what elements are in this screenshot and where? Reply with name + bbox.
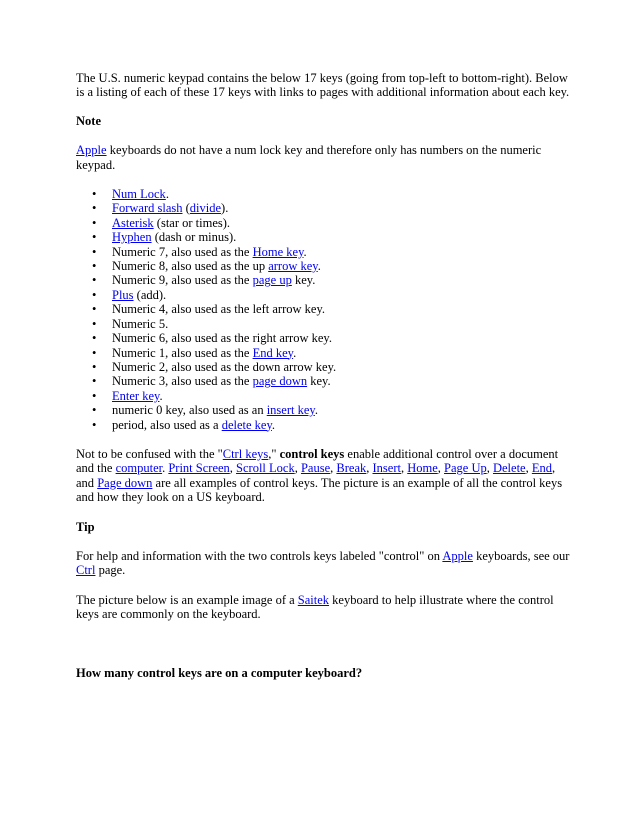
paragraph-text: enable additional control over a document and the — [76, 446, 559, 476]
note-heading: Note — [76, 113, 101, 128]
arrow-key-link[interactable]: arrow key — [268, 259, 318, 274]
enter-key-link[interactable]: Enter key — [112, 388, 160, 403]
delete-link[interactable]: Delete — [492, 461, 526, 476]
forward-slash-link[interactable]: Forward slash — [112, 201, 183, 216]
separator: , — [525, 461, 532, 476]
list-item-enter — [112, 389, 576, 403]
paragraph-text: keyboard to help illustrate where the control keys are commonly on the keyboard. — [76, 592, 554, 622]
paragraph-text: are all examples of control keys. The picture is an example of all the control keys and how they look on a US keyboard. — [76, 475, 563, 505]
paragraph-text: page. — [95, 563, 126, 578]
paragraph-text: , and — [76, 461, 556, 490]
list-item-text: . — [165, 187, 169, 202]
list-item-asterisk — [112, 216, 576, 230]
home-key-link[interactable]: Home key — [252, 244, 304, 259]
list-item-text: numeric 0 key, also used as an — [112, 403, 267, 418]
tip-paragraph — [76, 549, 576, 578]
list-item-num-lock — [112, 187, 576, 201]
separator: , — [294, 461, 301, 476]
separator: , — [366, 461, 373, 476]
apple-tip-link[interactable]: Apple — [442, 548, 473, 563]
list-item-text: . — [159, 388, 163, 403]
list-item-text: (dash or minus). — [151, 230, 237, 245]
separator: , — [229, 461, 237, 476]
question-heading: How many control keys are on a computer keyboard? — [76, 665, 363, 680]
insert-link[interactable]: Insert — [372, 461, 401, 476]
list-item-numeric-7 — [112, 245, 576, 259]
paragraph-text: ," — [268, 446, 280, 461]
list-item-text: ). — [221, 201, 229, 216]
control-keys-paragraph — [76, 447, 576, 505]
document-content — [76, 71, 576, 680]
list-item-numeric-2 — [112, 360, 576, 374]
home-link[interactable]: Home — [407, 461, 438, 476]
list-item-text: . — [293, 345, 297, 360]
list-item-numeric-9 — [112, 273, 576, 287]
list-item-numeric-1 — [112, 346, 576, 360]
note-paragraph — [76, 143, 576, 172]
list-item-text: Numeric 8, also used as the up — [112, 259, 269, 274]
insert-key-link[interactable]: insert key — [266, 403, 315, 418]
pause-link[interactable]: Pause — [300, 461, 331, 476]
list-item-text: Numeric 4, also used as the left arrow key. — [112, 302, 326, 317]
paragraph-text: . — [162, 461, 169, 476]
list-item-text: Numeric 2, also used as the down arrow key. — [112, 359, 337, 374]
ctrl-link[interactable]: Ctrl — [76, 563, 96, 578]
list-item-hyphen — [112, 230, 576, 244]
list-item-text: Numeric 7, also used as the — [112, 244, 253, 259]
asterisk-link[interactable]: Asterisk — [112, 215, 154, 230]
list-item-text: key. — [307, 374, 331, 389]
list-item-numeric-0 — [112, 403, 576, 417]
end-link[interactable]: End — [531, 461, 552, 476]
paragraph-text: The picture below is an example image of a — [76, 592, 298, 607]
separator: , — [400, 461, 408, 476]
list-item-text: (add). — [133, 287, 167, 302]
computer-link[interactable]: computer — [115, 461, 163, 476]
num-lock-link[interactable]: Num Lock — [112, 187, 166, 202]
paragraph-text: keyboards, see our — [472, 548, 570, 563]
picture-paragraph — [76, 593, 576, 622]
paragraph-text: Not to be confused with the " — [76, 446, 223, 461]
list-item-numeric-8 — [112, 259, 576, 273]
list-item-text: . — [317, 259, 321, 274]
ctrl-keys-link[interactable]: Ctrl keys — [222, 446, 269, 461]
list-item-forward-slash — [112, 201, 576, 215]
separator: , — [330, 461, 337, 476]
delete-key-link[interactable]: delete key — [221, 417, 272, 432]
end-key-link[interactable]: End key — [252, 345, 294, 360]
list-item-period — [112, 418, 576, 432]
divide-link[interactable]: divide — [189, 201, 222, 216]
list-item-plus — [112, 288, 576, 302]
separator: , — [486, 461, 493, 476]
list-item-numeric-5 — [112, 317, 576, 331]
list-item-text: . — [271, 417, 276, 432]
control-keys-term: control keys — [279, 446, 345, 461]
list-item-text: . — [314, 403, 318, 418]
page-up-link[interactable]: page up — [252, 273, 292, 288]
intro-paragraph: The U.S. numeric keypad contains the below 17 keys (going from top-left to bottom-right). Below is a listing of each of these 17 keys with links to pages with additional information about each key. — [76, 71, 570, 100]
break-link[interactable]: Break — [336, 461, 367, 476]
apple-link[interactable]: Apple — [76, 143, 107, 158]
list-item-text: ( — [182, 201, 190, 216]
print-screen-link[interactable]: Print Screen — [168, 461, 230, 476]
list-item-numeric-3 — [112, 374, 576, 388]
list-item-text: Numeric 6, also used as the right arrow key. — [112, 331, 332, 346]
list-item-numeric-6 — [112, 331, 576, 345]
list-item-text: Numeric 3, also used as the — [112, 374, 253, 389]
list-item-text: key. — [291, 273, 316, 288]
saitek-link[interactable]: Saitek — [297, 592, 330, 607]
page-down-control-link[interactable]: Page down — [97, 475, 153, 490]
tip-heading: Tip — [76, 519, 95, 534]
separator: , — [437, 461, 445, 476]
list-item-text: Numeric 1, also used as the — [112, 345, 253, 360]
list-item-text: Numeric 9, also used as the — [112, 273, 253, 288]
list-item-text: period, also used as a — [112, 417, 222, 432]
plus-link[interactable]: Plus — [112, 287, 134, 302]
paragraph-text: For help and information with the two controls keys labeled "control" on — [76, 548, 443, 563]
note-text: keyboards do not have a num lock key and therefore only has numbers on the numeric keypad. — [76, 143, 542, 172]
page-up-control-link[interactable]: Page Up — [444, 461, 487, 476]
scroll-lock-link[interactable]: Scroll Lock — [236, 461, 295, 476]
numeric-keypad-key-list — [76, 187, 576, 432]
page-down-link[interactable]: page down — [252, 374, 308, 389]
list-item-text: . — [303, 244, 307, 259]
list-item-text: (star or times). — [153, 215, 231, 230]
list-item-text: Numeric 5. — [112, 316, 169, 331]
hyphen-link[interactable]: Hyphen — [112, 230, 152, 245]
list-item-numeric-4 — [112, 302, 576, 316]
